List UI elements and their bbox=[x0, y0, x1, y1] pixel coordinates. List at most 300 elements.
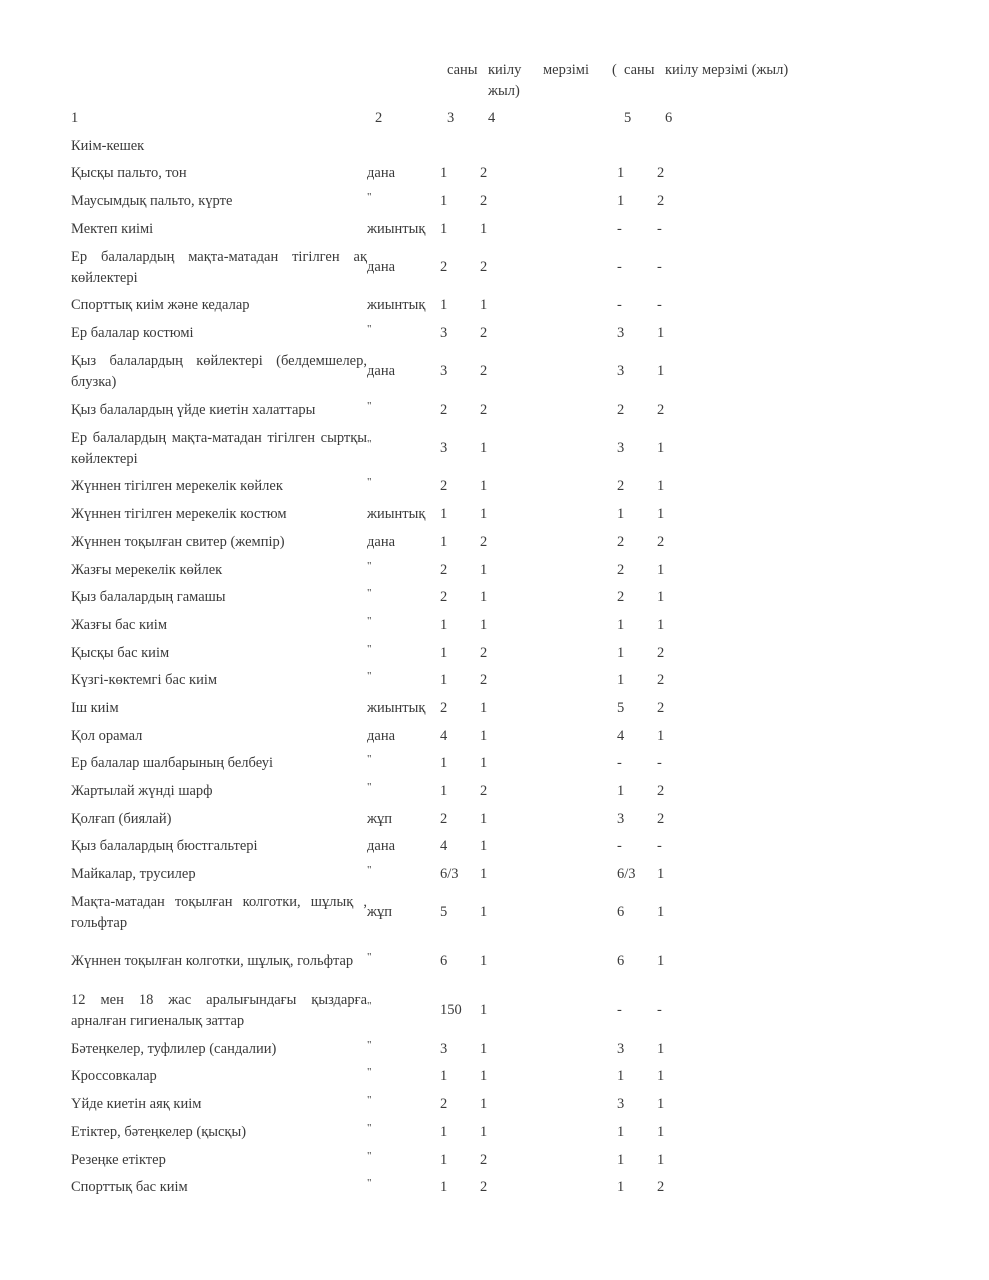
wear-period-cell-text: 1 bbox=[480, 1002, 488, 1019]
wear-period-cell bbox=[480, 160, 617, 188]
unit-cell bbox=[367, 695, 440, 723]
wear-period-alt-cell bbox=[657, 1091, 697, 1119]
quantity-cell-text: 1 bbox=[440, 644, 448, 661]
table-row bbox=[71, 584, 697, 612]
quantity-alt-cell bbox=[617, 833, 657, 861]
wear-period-cell bbox=[480, 1119, 617, 1147]
column-number: 3 bbox=[447, 110, 455, 126]
unit-cell-text: " bbox=[367, 753, 372, 766]
item-name-cell bbox=[71, 529, 367, 557]
wear-period-cell-text: 2 bbox=[480, 644, 488, 661]
item-name-cell bbox=[71, 215, 367, 243]
table-row bbox=[71, 1091, 697, 1119]
quantity-cell bbox=[440, 424, 480, 473]
quantity-cell bbox=[440, 188, 480, 216]
unit-cell bbox=[367, 750, 440, 778]
item-name-cell-text: Жазғы бас киім bbox=[71, 616, 167, 633]
wear-period-alt-cell bbox=[657, 986, 697, 1035]
quantity-alt-cell-text: 2 bbox=[617, 589, 625, 606]
wear-period-cell bbox=[480, 320, 617, 348]
quantity-alt-cell-text: - bbox=[617, 838, 622, 855]
quantity-alt-cell-text: - bbox=[617, 1002, 622, 1019]
unit-cell-text: жұп bbox=[367, 904, 393, 921]
unit-cell bbox=[367, 833, 440, 861]
wear-period-cell bbox=[480, 1174, 617, 1202]
table-row bbox=[71, 396, 697, 424]
unit-cell bbox=[367, 396, 440, 424]
quantity-cell-text: 1 bbox=[440, 1179, 448, 1196]
unit-cell-text: " bbox=[367, 1000, 372, 1013]
quantity-cell bbox=[440, 473, 480, 501]
wear-period-cell-text: 1 bbox=[480, 1096, 488, 1113]
item-name-cell bbox=[71, 1146, 367, 1174]
wear-period-cell bbox=[480, 888, 617, 937]
wear-period-cell bbox=[480, 1035, 617, 1063]
unit-cell bbox=[367, 501, 440, 529]
wear-period-alt-cell bbox=[657, 243, 697, 292]
table-row bbox=[71, 1119, 697, 1147]
item-name-cell-text: Жазғы мерекелік көйлек bbox=[71, 561, 223, 578]
table-row bbox=[71, 861, 697, 889]
quantity-alt-cell bbox=[617, 1035, 657, 1063]
quantity-alt-cell-text: 2 bbox=[617, 533, 625, 550]
item-name-cell bbox=[71, 1063, 367, 1091]
wear-period-alt-cell bbox=[657, 396, 697, 424]
quantity-cell bbox=[440, 986, 480, 1035]
quantity-alt-cell bbox=[617, 695, 657, 723]
header-col6: киілу мерзімі (жыл) bbox=[665, 62, 789, 78]
clothing-table bbox=[71, 160, 697, 1202]
wear-period-alt-cell bbox=[657, 1119, 697, 1147]
column-number-row bbox=[0, 108, 989, 128]
quantity-cell-text: 1 bbox=[440, 165, 448, 182]
wear-period-cell-text: 1 bbox=[480, 440, 488, 457]
wear-period-cell-text: 1 bbox=[480, 589, 488, 606]
quantity-alt-cell-text: - bbox=[617, 259, 622, 276]
wear-period-alt-cell bbox=[657, 1035, 697, 1063]
unit-cell bbox=[367, 160, 440, 188]
quantity-cell bbox=[440, 695, 480, 723]
item-name-cell-text: Майкалар, трусилер bbox=[71, 866, 196, 883]
wear-period-alt-cell-text: 1 bbox=[657, 1068, 665, 1085]
unit-cell-text: " bbox=[367, 399, 372, 412]
wear-period-cell bbox=[480, 243, 617, 292]
quantity-alt-cell bbox=[617, 861, 657, 889]
quantity-alt-cell-text: 1 bbox=[617, 672, 625, 689]
item-name-cell bbox=[71, 556, 367, 584]
unit-cell-text: жиынтық bbox=[367, 297, 426, 314]
wear-period-alt-cell bbox=[657, 188, 697, 216]
wear-period-cell-text: 1 bbox=[480, 220, 488, 237]
item-name-cell-text: Қыз балалардың бюстгальтері bbox=[71, 838, 258, 855]
item-name-cell-text: Ер балалар шалбарының белбеуі bbox=[71, 755, 274, 772]
wear-period-alt-cell-text: 1 bbox=[657, 616, 665, 633]
quantity-cell-text: 2 bbox=[440, 589, 448, 606]
wear-period-cell bbox=[480, 667, 617, 695]
wear-period-alt-cell-text: 2 bbox=[657, 401, 665, 418]
unit-cell-text: " bbox=[367, 1121, 372, 1134]
table-row bbox=[71, 888, 697, 937]
table-row bbox=[71, 292, 697, 320]
quantity-cell bbox=[440, 1091, 480, 1119]
wear-period-cell bbox=[480, 556, 617, 584]
item-name-cell-text: Ер балалар костюмі bbox=[71, 325, 194, 342]
item-name-cell bbox=[71, 750, 367, 778]
wear-period-alt-cell-text: 1 bbox=[657, 589, 665, 606]
wear-period-alt-cell bbox=[657, 556, 697, 584]
unit-cell-text: жиынтық bbox=[367, 699, 426, 716]
item-name-cell-text: Жүннен тігілген мерекелік костюм bbox=[71, 506, 287, 523]
unit-cell-text: " bbox=[367, 476, 372, 489]
wear-period-cell-text: 1 bbox=[480, 506, 488, 523]
wear-period-cell-text: 1 bbox=[480, 727, 488, 744]
item-name-cell-text: Күзгі-көктемгі бас киім bbox=[71, 672, 218, 689]
unit-cell bbox=[367, 215, 440, 243]
item-name-cell-text: Қыз балалардың гамашы bbox=[71, 589, 226, 606]
item-name-cell bbox=[71, 501, 367, 529]
wear-period-cell-text: 2 bbox=[480, 533, 488, 550]
wear-period-cell bbox=[480, 396, 617, 424]
wear-period-alt-cell bbox=[657, 320, 697, 348]
quantity-alt-cell bbox=[617, 1119, 657, 1147]
unit-cell-text: " bbox=[367, 951, 372, 964]
wear-period-alt-cell bbox=[657, 1146, 697, 1174]
wear-period-alt-cell-text: 1 bbox=[657, 866, 665, 883]
quantity-alt-cell bbox=[617, 396, 657, 424]
quantity-alt-cell bbox=[617, 639, 657, 667]
wear-period-cell bbox=[480, 292, 617, 320]
wear-period-cell-text: 1 bbox=[480, 478, 488, 495]
quantity-alt-cell bbox=[617, 1146, 657, 1174]
quantity-cell-text: 3 bbox=[440, 325, 448, 342]
wear-period-alt-cell bbox=[657, 639, 697, 667]
table-row bbox=[71, 1174, 697, 1202]
table-header bbox=[0, 60, 989, 104]
quantity-cell bbox=[440, 1063, 480, 1091]
wear-period-cell bbox=[480, 1146, 617, 1174]
quantity-alt-cell-text: 1 bbox=[617, 1179, 625, 1196]
quantity-cell-text: 1 bbox=[440, 616, 448, 633]
unit-cell bbox=[367, 292, 440, 320]
quantity-alt-cell bbox=[617, 888, 657, 937]
quantity-alt-cell bbox=[617, 1063, 657, 1091]
wear-period-alt-cell bbox=[657, 215, 697, 243]
quantity-cell-text: 1 bbox=[440, 193, 448, 210]
quantity-alt-cell-text: 6 bbox=[617, 953, 625, 970]
wear-period-alt-cell-text: - bbox=[657, 1002, 662, 1019]
quantity-cell-text: 150 bbox=[440, 1002, 462, 1019]
quantity-cell-text: 5 bbox=[440, 904, 448, 921]
quantity-alt-cell-text: 1 bbox=[617, 1151, 625, 1168]
wear-period-alt-cell-text: 1 bbox=[657, 363, 665, 380]
table-row bbox=[71, 424, 697, 473]
quantity-alt-cell-text: 2 bbox=[617, 561, 625, 578]
unit-cell bbox=[367, 778, 440, 806]
quantity-alt-cell bbox=[617, 584, 657, 612]
quantity-alt-cell bbox=[617, 750, 657, 778]
quantity-cell bbox=[440, 292, 480, 320]
quantity-cell-text: 3 bbox=[440, 1040, 448, 1057]
wear-period-alt-cell bbox=[657, 750, 697, 778]
column-number: 4 bbox=[488, 110, 496, 126]
unit-cell-text: дана bbox=[367, 165, 396, 182]
quantity-cell-text: 3 bbox=[440, 440, 448, 457]
table-row bbox=[71, 160, 697, 188]
table-row bbox=[71, 778, 697, 806]
wear-period-cell-text: 1 bbox=[480, 561, 488, 578]
item-name-cell bbox=[71, 639, 367, 667]
item-name-cell-text: Мақта-матадан тоқылған колготки, шұлық , гольфтар bbox=[71, 893, 367, 931]
wear-period-alt-cell bbox=[657, 861, 697, 889]
wear-period-alt-cell-text: - bbox=[657, 297, 662, 314]
item-name-cell bbox=[71, 612, 367, 640]
wear-period-cell-text: 1 bbox=[480, 1040, 488, 1057]
quantity-alt-cell-text: 1 bbox=[617, 193, 625, 210]
section-title: Киім-кешек bbox=[71, 138, 145, 154]
wear-period-alt-cell bbox=[657, 667, 697, 695]
table-row bbox=[71, 937, 697, 986]
unit-cell-text: " bbox=[367, 781, 372, 794]
wear-period-alt-cell-text: 1 bbox=[657, 561, 665, 578]
wear-period-cell-text: 2 bbox=[480, 1179, 488, 1196]
quantity-cell bbox=[440, 937, 480, 986]
item-name-cell bbox=[71, 243, 367, 292]
item-name-cell-text: Іш киім bbox=[71, 699, 119, 716]
wear-period-cell bbox=[480, 424, 617, 473]
wear-period-cell bbox=[480, 695, 617, 723]
wear-period-cell-text: 2 bbox=[480, 1151, 488, 1168]
wear-period-alt-cell bbox=[657, 722, 697, 750]
quantity-alt-cell bbox=[617, 1091, 657, 1119]
item-name-cell bbox=[71, 1035, 367, 1063]
wear-period-cell-text: 1 bbox=[480, 866, 488, 883]
quantity-cell bbox=[440, 1146, 480, 1174]
quantity-cell-text: 2 bbox=[440, 1096, 448, 1113]
unit-cell-text: " bbox=[367, 191, 372, 204]
unit-cell-text: дана bbox=[367, 533, 396, 550]
quantity-cell bbox=[440, 639, 480, 667]
quantity-alt-cell-text: 3 bbox=[617, 363, 625, 380]
unit-cell-text: " bbox=[367, 1066, 372, 1079]
column-number: 5 bbox=[624, 110, 632, 126]
quantity-cell-text: 1 bbox=[440, 672, 448, 689]
quantity-cell-text: 2 bbox=[440, 401, 448, 418]
wear-period-alt-cell-text: 2 bbox=[657, 533, 665, 550]
wear-period-cell bbox=[480, 750, 617, 778]
quantity-alt-cell bbox=[617, 243, 657, 292]
quantity-alt-cell bbox=[617, 501, 657, 529]
item-name-cell bbox=[71, 188, 367, 216]
item-name-cell bbox=[71, 778, 367, 806]
wear-period-cell-text: 1 bbox=[480, 1068, 488, 1085]
quantity-alt-cell bbox=[617, 424, 657, 473]
wear-period-cell bbox=[480, 861, 617, 889]
item-name-cell bbox=[71, 986, 367, 1035]
quantity-alt-cell-text: 1 bbox=[617, 1068, 625, 1085]
item-name-cell bbox=[71, 695, 367, 723]
wear-period-cell bbox=[480, 188, 617, 216]
wear-period-alt-cell bbox=[657, 529, 697, 557]
unit-cell bbox=[367, 805, 440, 833]
wear-period-cell-text: 2 bbox=[480, 672, 488, 689]
quantity-cell-text: 1 bbox=[440, 783, 448, 800]
unit-cell bbox=[367, 937, 440, 986]
table-row bbox=[71, 347, 697, 396]
table-row bbox=[71, 1035, 697, 1063]
wear-period-cell-text: 1 bbox=[480, 953, 488, 970]
wear-period-cell bbox=[480, 1091, 617, 1119]
unit-cell-text: " bbox=[367, 1177, 372, 1190]
wear-period-alt-cell-text: 2 bbox=[657, 644, 665, 661]
quantity-alt-cell-text: 3 bbox=[617, 810, 625, 827]
wear-period-alt-cell-text: 2 bbox=[657, 783, 665, 800]
item-name-cell-text: Жартылай жүнді шарф bbox=[71, 783, 213, 800]
table-row bbox=[71, 1146, 697, 1174]
wear-period-alt-cell-text: 1 bbox=[657, 904, 665, 921]
quantity-cell bbox=[440, 750, 480, 778]
unit-cell-text: жиынтық bbox=[367, 220, 426, 237]
quantity-alt-cell-text: 2 bbox=[617, 478, 625, 495]
unit-cell bbox=[367, 424, 440, 473]
item-name-cell-text: Етіктер, бәтеңкелер (қысқы) bbox=[71, 1123, 247, 1140]
wear-period-cell-text: 2 bbox=[480, 193, 488, 210]
quantity-cell bbox=[440, 1035, 480, 1063]
unit-cell bbox=[367, 986, 440, 1035]
quantity-cell-text: 2 bbox=[440, 810, 448, 827]
quantity-cell-text: 1 bbox=[440, 1151, 448, 1168]
quantity-alt-cell bbox=[617, 320, 657, 348]
item-name-cell bbox=[71, 424, 367, 473]
wear-period-alt-cell-text: 2 bbox=[657, 810, 665, 827]
unit-cell bbox=[367, 861, 440, 889]
quantity-cell-text: 1 bbox=[440, 1123, 448, 1140]
quantity-alt-cell bbox=[617, 667, 657, 695]
unit-cell bbox=[367, 529, 440, 557]
wear-period-alt-cell-text: 1 bbox=[657, 1096, 665, 1113]
quantity-cell bbox=[440, 396, 480, 424]
item-name-cell bbox=[71, 584, 367, 612]
wear-period-alt-cell bbox=[657, 424, 697, 473]
wear-period-alt-cell bbox=[657, 778, 697, 806]
wear-period-alt-cell-text: 1 bbox=[657, 1040, 665, 1057]
wear-period-cell bbox=[480, 612, 617, 640]
quantity-cell bbox=[440, 584, 480, 612]
quantity-cell bbox=[440, 833, 480, 861]
unit-cell-text: " bbox=[367, 587, 372, 600]
quantity-cell-text: 2 bbox=[440, 561, 448, 578]
quantity-cell-text: 3 bbox=[440, 363, 448, 380]
item-name-cell-text: Жүннен тоқылған свитер (жемпір) bbox=[71, 533, 285, 550]
quantity-alt-cell-text: 3 bbox=[617, 325, 625, 342]
item-name-cell-text: Қыз балалардың үйде киетін халаттары bbox=[71, 401, 316, 418]
quantity-cell-text: 4 bbox=[440, 838, 448, 855]
item-name-cell-text: Қыз балалардың көйлектері (белдемшелер, блузка) bbox=[71, 352, 367, 390]
wear-period-alt-cell bbox=[657, 584, 697, 612]
unit-cell-text: " bbox=[367, 614, 372, 627]
wear-period-alt-cell-text: 2 bbox=[657, 672, 665, 689]
item-name-cell-text: Ер балалардың мақта-матадан тігілген сыртқы көйлектері bbox=[71, 429, 367, 467]
unit-cell bbox=[367, 556, 440, 584]
item-name-cell-text: Бәтеңкелер, туфлилер (сандалии) bbox=[71, 1040, 277, 1057]
quantity-cell bbox=[440, 215, 480, 243]
quantity-cell bbox=[440, 612, 480, 640]
quantity-alt-cell-text: 6 bbox=[617, 904, 625, 921]
item-name-cell bbox=[71, 722, 367, 750]
unit-cell-text: " bbox=[367, 323, 372, 336]
wear-period-alt-cell bbox=[657, 805, 697, 833]
table-row bbox=[71, 215, 697, 243]
quantity-alt-cell bbox=[617, 778, 657, 806]
unit-cell-text: " bbox=[367, 670, 372, 683]
unit-cell bbox=[367, 188, 440, 216]
item-name-cell-text: Қол орамал bbox=[71, 727, 143, 744]
quantity-alt-cell-text: 3 bbox=[617, 440, 625, 457]
wear-period-cell-text: 1 bbox=[480, 1123, 488, 1140]
wear-period-cell bbox=[480, 937, 617, 986]
unit-cell bbox=[367, 722, 440, 750]
header-col4b: мерзімі bbox=[543, 62, 589, 78]
item-name-cell-text: Қысқы пальто, тон bbox=[71, 165, 187, 182]
unit-cell-text: жұп bbox=[367, 810, 393, 827]
quantity-cell bbox=[440, 501, 480, 529]
table-row bbox=[71, 695, 697, 723]
unit-cell-text: дана bbox=[367, 363, 396, 380]
unit-cell-text: " bbox=[367, 1038, 372, 1051]
table-row bbox=[71, 243, 697, 292]
wear-period-alt-cell bbox=[657, 160, 697, 188]
wear-period-alt-cell-text: - bbox=[657, 755, 662, 772]
item-name-cell bbox=[71, 292, 367, 320]
wear-period-cell bbox=[480, 722, 617, 750]
quantity-cell-text: 4 bbox=[440, 727, 448, 744]
wear-period-cell-text: 2 bbox=[480, 259, 488, 276]
quantity-alt-cell bbox=[617, 556, 657, 584]
table-row bbox=[71, 667, 697, 695]
wear-period-alt-cell-text: 1 bbox=[657, 506, 665, 523]
unit-cell bbox=[367, 1063, 440, 1091]
unit-cell-text: " bbox=[367, 438, 372, 451]
quantity-cell bbox=[440, 556, 480, 584]
unit-cell bbox=[367, 667, 440, 695]
item-name-cell bbox=[71, 160, 367, 188]
wear-period-cell-text: 2 bbox=[480, 325, 488, 342]
item-name-cell-text: Ер балалардың мақта-матадан тігілген ақ көйлектері bbox=[71, 248, 367, 286]
quantity-alt-cell-text: 1 bbox=[617, 1123, 625, 1140]
wear-period-alt-cell bbox=[657, 1174, 697, 1202]
unit-cell-text: " bbox=[367, 559, 372, 572]
quantity-cell-text: 6/3 bbox=[440, 866, 459, 883]
unit-cell bbox=[367, 1035, 440, 1063]
item-name-cell bbox=[71, 347, 367, 396]
quantity-alt-cell-text: - bbox=[617, 755, 622, 772]
quantity-alt-cell-text: - bbox=[617, 297, 622, 314]
item-name-cell bbox=[71, 473, 367, 501]
table-row bbox=[71, 473, 697, 501]
header-col5-paren: ( bbox=[612, 62, 617, 78]
item-name-cell-text: Кроссовкалар bbox=[71, 1068, 157, 1085]
quantity-alt-cell bbox=[617, 937, 657, 986]
wear-period-alt-cell bbox=[657, 695, 697, 723]
wear-period-alt-cell-text: 1 bbox=[657, 1123, 665, 1140]
quantity-cell-text: 2 bbox=[440, 478, 448, 495]
table-row bbox=[71, 501, 697, 529]
wear-period-cell-text: 1 bbox=[480, 810, 488, 827]
wear-period-cell bbox=[480, 639, 617, 667]
column-number: 6 bbox=[665, 110, 673, 126]
item-name-cell-text: Қысқы бас киім bbox=[71, 644, 170, 661]
unit-cell bbox=[367, 1174, 440, 1202]
column-number: 2 bbox=[375, 110, 383, 126]
